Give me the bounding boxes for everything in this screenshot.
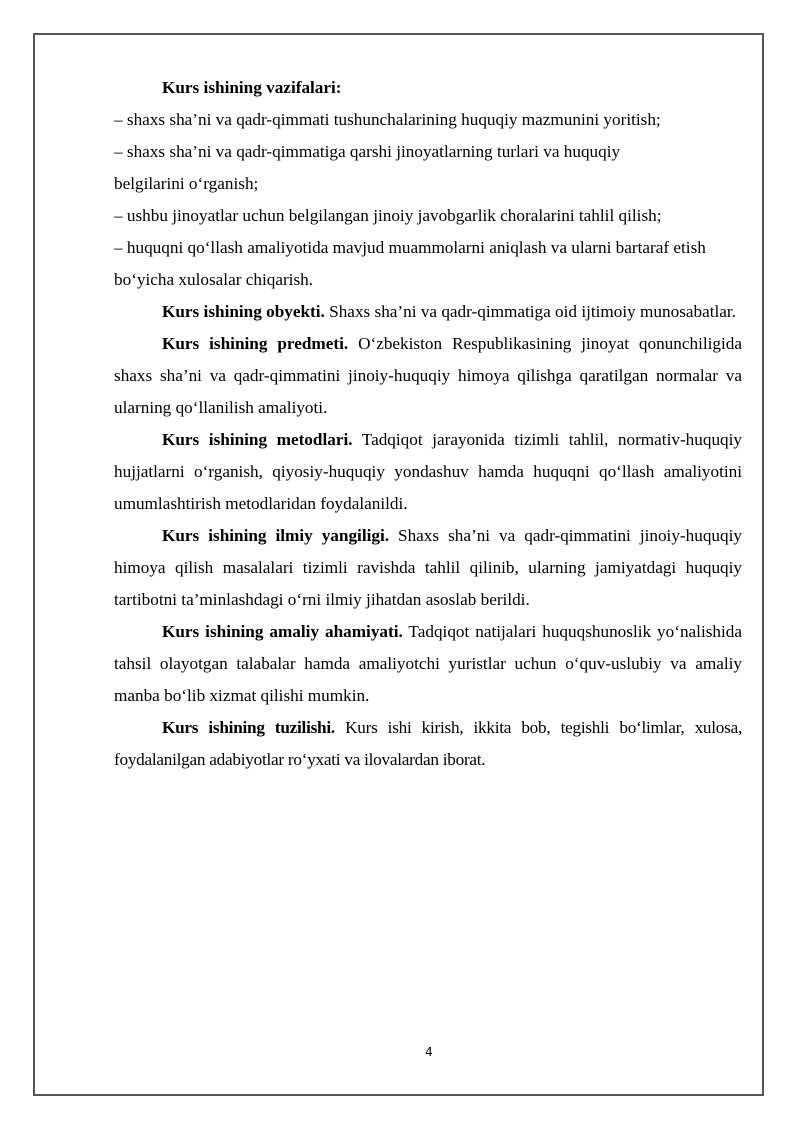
tasks-heading: Kurs ishining vazifalari: <box>162 78 342 97</box>
task-item-4: – huquqni qo‘llash amaliyotida mavjud muammolarni aniqlash va ularni bartaraf etish bo‘yicha xulosalar chiqarish. <box>114 238 706 289</box>
novelty-text: Shaxs sha’ni va qadr-qimmatini jinoiy-huquqiy himoya qilish masalalari tizimli ravishda tahlil qilinib, ularning jamiyatdagi huquqiy tartibotni ta’minlashdagi o‘rni ilmiy jihatdan asoslab berildi. <box>114 526 742 609</box>
significance-text: Tadqiqot natijalari huquqshunoslik yo‘nalishida tahsil olayotgan talabalar hamda amaliyotchi yuristlar uchun o‘quv-uslubiy va amaliy manba bo‘lib xizmat qilishi mumkin. <box>114 622 742 705</box>
page-number: 4 <box>425 1045 433 1059</box>
object-text: Shaxs sha’ni va qadr-qimmatiga oid ijtimoiy munosabatlar. <box>324 302 736 321</box>
subject-paragraph <box>114 328 742 424</box>
significance-paragraph <box>114 616 742 712</box>
structure-text: Kurs ishi kirish, ikkita bob, tegishli bo‘limlar, xulosa, foydalanilgan adabiyotlar ro‘yxati va ilovalardan iborat. <box>114 718 742 769</box>
subject-label: Kurs ishining predmeti. <box>162 334 349 353</box>
document-body <box>114 72 742 776</box>
methods-paragraph <box>114 424 742 520</box>
task-item-3: – ushbu jinoyatlar uchun belgilangan jinoiy javobgarlik choralarini tahlil qilish; <box>114 206 662 225</box>
object-paragraph <box>114 296 742 328</box>
significance-label: Kurs ishining amaliy ahamiyati. <box>162 622 403 641</box>
methods-label: Kurs ishining metodlari. <box>162 430 353 449</box>
structure-paragraph <box>114 712 742 776</box>
task-item-1: – shaxs sha’ni va qadr-qimmati tushunchalarining huquqiy mazmunini yoritish; <box>114 110 661 129</box>
structure-label: Kurs ishining tuzilishi. <box>162 718 335 737</box>
subject-text: O‘zbekiston Respublikasining jinoyat qonunchiligida shaxs sha’ni va qadr-qimmatini jinoiy-huquqiy himoya qilishga qaratilgan normalar va ularning qo‘llanilish amaliyoti. <box>114 334 742 417</box>
novelty-label: Kurs ishining ilmiy yangiligi. <box>162 526 390 545</box>
object-label: Kurs ishining obyekti. <box>162 302 325 321</box>
novelty-paragraph <box>114 520 742 616</box>
methods-text: Tadqiqot jarayonida tizimli tahlil, normativ-huquqiy hujjatlarni o‘rganish, qiyosiy-huquqiy yondashuv hamda huquqni qo‘llash amaliyotini umumlashtirish metodlaridan foydalanildi. <box>114 430 743 513</box>
task-item-2: – shaxs sha’ni va qadr-qimmatiga qarshi jinoyatlarning turlari va huquqiy belgilarini o‘rganish; <box>114 142 621 193</box>
